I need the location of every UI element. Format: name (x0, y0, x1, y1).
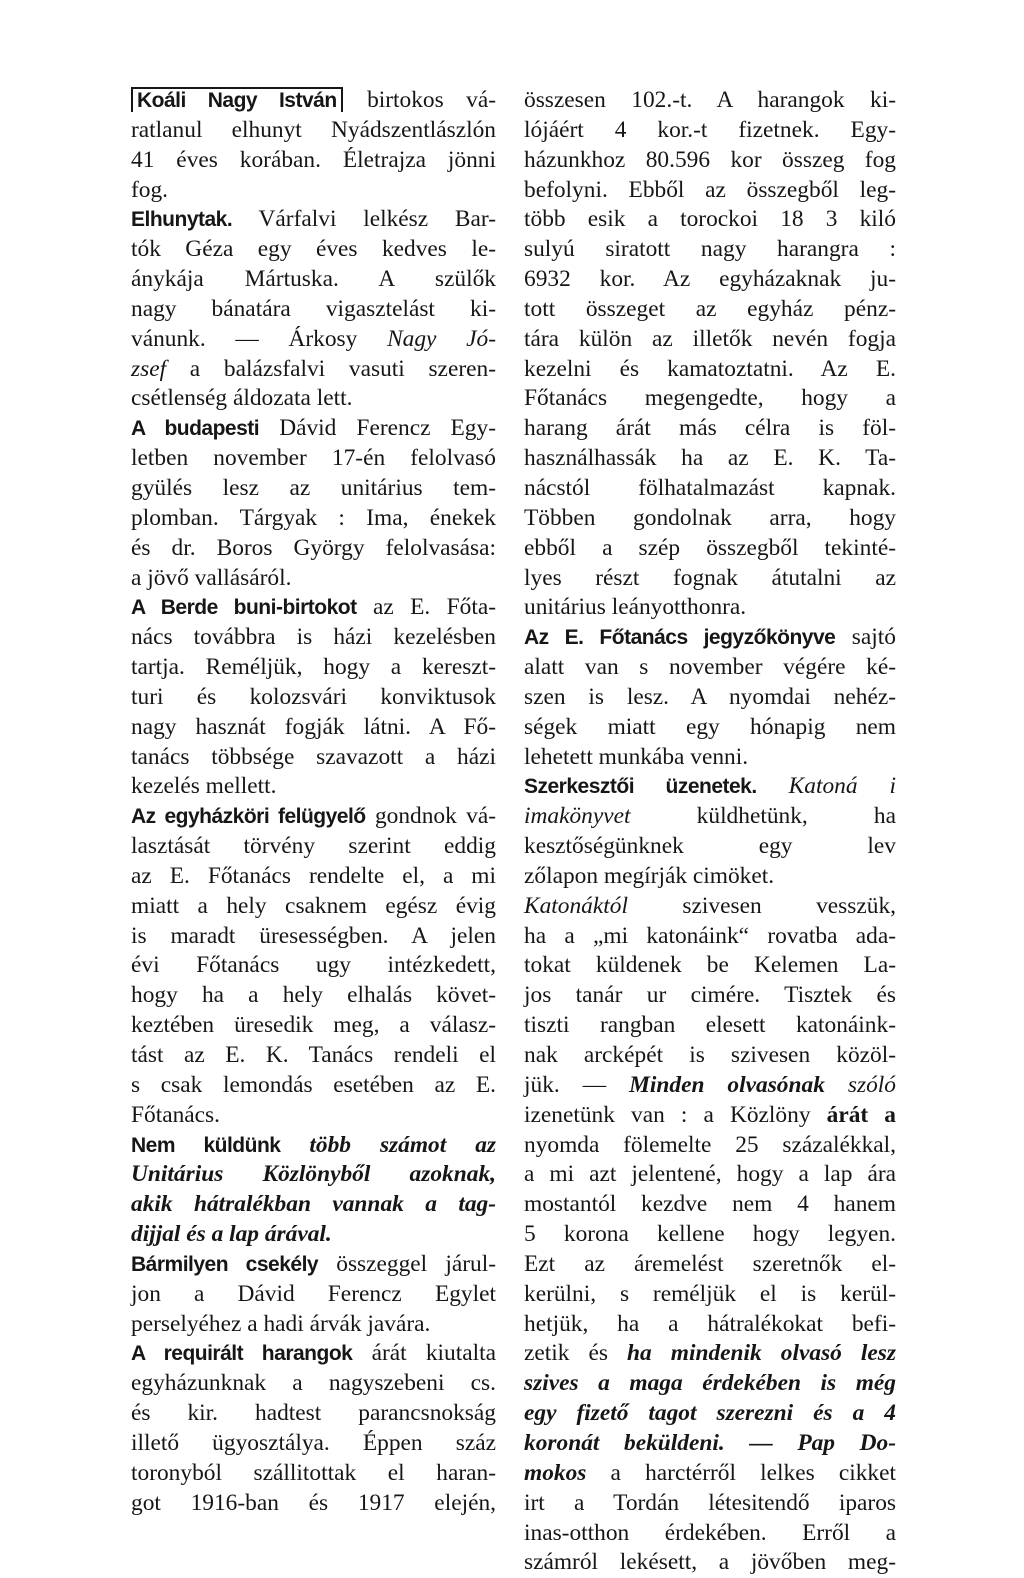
bold-phrase: árát a (826, 1101, 896, 1128)
text-line: vánunk. — Árkosy (131, 325, 358, 352)
text-line: használhassák ha az E. K. Ta- (524, 445, 896, 472)
text-line: Katoná i (788, 773, 896, 800)
text-line: 6932 kor. Az egyházaknak ju- (524, 266, 896, 293)
article-egyhazkori (131, 802, 496, 1130)
text-line: hogy ha a hely elhalás követ- (131, 982, 496, 1009)
text-line: 41 éves korában. Életrajza jönni (131, 146, 496, 173)
text-line: unitárius leányotthonra. (524, 594, 747, 621)
article-nem-kuldunk (131, 1131, 496, 1250)
text-line: hetjük, ha a hátralékokat befi- (524, 1310, 896, 1337)
text-line: nagy bánatára vigasztelást ki- (131, 295, 496, 322)
article-heading: Szerkesztői üzenetek. (524, 775, 757, 799)
text-line: összesen 102.-t. A harangok ki- (524, 87, 896, 113)
text-line: tanács többsége szavazott a házi (131, 743, 496, 770)
text-line: kerülni, s reméljük el is kerül- (524, 1280, 896, 1307)
text-line: lasztását törvény szerint eddig (131, 833, 496, 860)
text-line: tartja. Reméljük, hogy a kereszt- (131, 654, 496, 681)
text-line: fog. (131, 176, 169, 203)
left-column (131, 86, 496, 1519)
italic-word: Katonáktól (524, 892, 628, 919)
bold-italic-phrase: mokos (524, 1459, 587, 1486)
text-line: gondnok vá- (374, 803, 496, 830)
bold-italic-phrase: ha mindenik olvasó lesz (627, 1340, 896, 1367)
text-line: ratlanul elhunyt Nyádszentlászlón (131, 116, 496, 143)
text-line: szives a maga érdekében is még (524, 1370, 896, 1397)
text-line: a harctérről lelkes cikket (610, 1459, 896, 1486)
text-line: akik hátralékban vannak a tag- (131, 1191, 496, 1218)
text-line: jon a Dávid Ferencz Egylet (131, 1280, 496, 1307)
text-line: zőlapon megírják cimöket. (524, 862, 775, 889)
text-line: szen is lesz. A nyomdai nehéz- (524, 683, 896, 710)
text-line: nagy hasznát fogják látni. A Fő- (131, 713, 496, 740)
text-line: is maradt üresességben. A jelen (131, 922, 496, 949)
text-line: nácstól fölhatalmazást kapnak. (524, 474, 896, 501)
text-line: toronyból szállitottak el haran- (131, 1459, 496, 1486)
text-line: több esik a torockoi 18 3 kiló (524, 206, 896, 233)
text-line: ánykája Mártuska. A szülők (131, 266, 496, 293)
text-line: keztében üresedik meg, a válasz- (131, 1012, 496, 1039)
text-line: tott összeget az egyház pénz- (524, 295, 896, 322)
article-barmilyen (131, 1250, 496, 1340)
article-berde-birtok (131, 593, 496, 802)
article-heading: Az egyházköri felügyelő (131, 805, 366, 829)
text-line: perselyéhez a hadi árvák javára. (131, 1310, 431, 1337)
text-line: és kir. hadtest parancsnokság (131, 1400, 496, 1427)
text-line: harang árát más célra is föl- (524, 415, 896, 442)
text-line: jük. — (524, 1071, 607, 1098)
text-line: nács továbbra is házi kezelésben (131, 624, 496, 651)
article-heading: Nem küldünk (131, 1133, 281, 1157)
text-line: illető ügyosztálya. Éppen száz (131, 1429, 496, 1456)
text-line: a mi azt jelentené, hogy a lap ára (524, 1161, 896, 1188)
text-line: Főtanács. (131, 1101, 220, 1128)
text-line: mostantól kezdve nem 4 hanem (524, 1191, 896, 1218)
text-line: turi és kolozsvári konviktusok (131, 683, 496, 710)
text-line: zetik és (524, 1340, 608, 1367)
text-line: szóló (847, 1071, 896, 1098)
article-heading: A budapesti (131, 417, 260, 441)
article-heading: Koáli Nagy István (131, 87, 343, 112)
text-line: ségek miatt egy hónapig nem (524, 713, 896, 740)
article-heading: A Berde buni-birtokot (131, 596, 357, 620)
article-jegyzokonyv (524, 623, 896, 772)
text-line: küldhetünk, ha (696, 803, 896, 830)
bold-italic-phrase: Minden olvasónak (629, 1071, 825, 1098)
text-line: nyomda fölemelte 25 százalékkal, (524, 1131, 896, 1158)
text-line: és dr. Boros György felolvasása: (131, 534, 496, 561)
italic-name: zsef (131, 355, 167, 382)
text-line: kezelni és kamatoztatni. Az E. (524, 355, 896, 382)
text-line: alatt van s november végére ké- (524, 654, 896, 681)
article-harangok-continued (524, 86, 896, 623)
text-line: csétlenség áldozata lett. (131, 385, 353, 412)
text-line: sulyú siratott nagy harangra : (524, 236, 896, 263)
text-line: inas-otthon érdekében. Erről a (524, 1519, 896, 1546)
text-line: befolyni. Ebből az összegből leg- (524, 176, 896, 203)
text-line: tára külön az illetők nevén fogja (524, 325, 896, 352)
text-line: évi Főtanács ugy intézkedett, (131, 952, 496, 979)
text-line: az E. Főtanács rendelte el, a mi (131, 862, 496, 889)
text-line: ebből a szép összegből tekinté- (524, 534, 896, 561)
text-line: az E. Főta- (372, 594, 497, 621)
text-line: 5 korona kellene hogy legyen. (524, 1221, 896, 1248)
text-line: nak arcképét is szivesen közöl- (524, 1042, 896, 1068)
text-line: Többen gondolnak arra, hogy (524, 504, 896, 531)
italic-word: imakönyvet (524, 803, 631, 830)
text-line: got 1916-ban és 1917 elején, (131, 1489, 496, 1516)
text-line: a jövő vallásáról. (131, 564, 292, 591)
text-line: jos tanár ur cimére. Tisztek és (524, 982, 896, 1009)
text-line: Ezt az áremelést szeretnők el- (524, 1250, 896, 1277)
text-line: Dávid Ferencz Egy- (279, 415, 496, 442)
text-line: ha a „mi katonáink“ rovatba ada- (524, 922, 896, 949)
text-line: szivesen vesszük, (682, 892, 896, 919)
text-line: lehetett munkába venni. (524, 743, 749, 770)
text-line: Főtanács megengedte, hogy a (524, 385, 896, 412)
text-line: irt a Tordán létesitendő iparos (524, 1489, 896, 1516)
article-heading: Elhunytak. (131, 208, 233, 232)
text-line: egyházunknak a nagyszebeni cs. (131, 1370, 496, 1397)
text-line: plomban. Tárgyak : Ima, énekek (131, 504, 496, 531)
text-line: sajtó (851, 624, 896, 651)
text-line: tiszti rangban elesett katonáink- (524, 1012, 896, 1039)
text-line: lyes részt fognak átutalni az (524, 564, 896, 591)
text-line: lójáért 4 kor.-t fizetnek. Egy- (524, 116, 896, 143)
right-column (524, 86, 896, 1578)
italic-name: Nagy Jó- (387, 325, 496, 352)
text-line: több számot az (309, 1131, 496, 1158)
article-requiralt (131, 1339, 496, 1518)
text-line: számról lekésett, a jövőben meg- (524, 1549, 896, 1576)
text-line: árát kiutalta (371, 1340, 496, 1367)
text-line: birtokos vá- (367, 87, 496, 113)
text-line: gyülés lesz az unitárius tem- (131, 474, 496, 501)
text-line: kezelés mellett. (131, 773, 277, 800)
article-koali-nagy (131, 86, 496, 205)
text-line: dijjal és a lap árával. (131, 1221, 332, 1248)
text-line: kesztőségünknek egy lev (524, 833, 896, 860)
text-line: egy fizető tagot szerezni és a 4 (524, 1400, 896, 1427)
article-szerkesztoi-uzenetek (524, 772, 896, 1578)
article-heading: Az E. Főtanács jegyzőkönyve (524, 626, 836, 650)
text-line: s csak lemondás esetében az E. (131, 1071, 496, 1098)
article-elhunytak (131, 205, 496, 414)
text-line: tók Géza egy éves kedves le- (131, 236, 496, 263)
text-line: tást az E. K. Tanács rendeli el (131, 1042, 496, 1068)
article-budapesti (131, 414, 496, 593)
text-line: letben november 17-én felolvasó (131, 445, 496, 472)
text-line: tokat küldenek be Kelemen La- (524, 952, 896, 979)
text-line: koronát beküldeni. — Pap Do- (524, 1429, 896, 1456)
text-line: összeggel járul- (336, 1250, 496, 1277)
text-line: Unitárius Közlönyből azoknak, (131, 1161, 496, 1188)
text-line: Várfalvi lelkész Bar- (258, 206, 496, 233)
text-line: házunkhoz 80.596 kor összeg fog (524, 146, 896, 173)
text-line: izenetünk van : a Közlöny (524, 1101, 811, 1128)
article-heading: A requirált harangok (131, 1342, 353, 1366)
text-line: a balázsfalvi vasuti szeren- (189, 355, 496, 382)
article-heading: Bármilyen csekély (131, 1252, 319, 1276)
text-line: miatt a hely csaknem egész évig (131, 892, 496, 919)
